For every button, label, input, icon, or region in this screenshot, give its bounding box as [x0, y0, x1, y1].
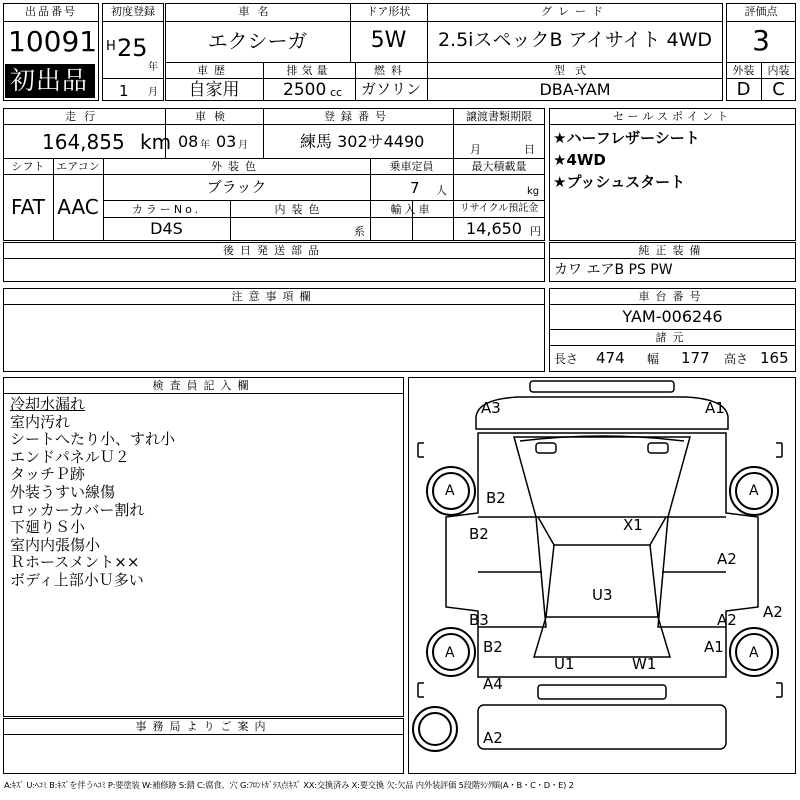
exterior-grade-label: 外装	[732, 64, 755, 77]
equipment-label: 純正装備	[638, 244, 707, 257]
exterior-grade: D	[736, 79, 751, 100]
damage-mark: B2	[486, 489, 506, 507]
import-label: 輸入車	[390, 203, 433, 216]
first-registration-label: 初度登録	[111, 5, 155, 18]
reg-year-unit: 年	[148, 62, 158, 73]
fuel: ガソリン	[360, 80, 421, 98]
plate: 練馬 302サ4490	[300, 132, 425, 151]
equipment: カワ エアB PS PW	[554, 262, 673, 278]
displacement-unit: cc	[330, 86, 343, 99]
recycle-fee: 14,650	[466, 219, 522, 238]
recycle-unit: 円	[530, 225, 541, 238]
damage-mark: A	[749, 483, 759, 499]
height-label: 高さ	[724, 352, 749, 366]
damage-mark: A2	[763, 603, 783, 621]
reg-year: 25	[117, 34, 148, 62]
inspector-notes	[10, 396, 175, 590]
damage-mark: B2	[483, 638, 503, 656]
sales-point-2: ★4WD	[553, 151, 606, 169]
shift-label: シフト	[11, 160, 45, 173]
interior-color-label: 内装色	[274, 203, 326, 216]
inspector-note: 冷却水漏れ	[10, 395, 86, 413]
inspector-note: Ｒホースメント××	[10, 553, 140, 572]
grade: 2.5iスペックB アイサイト 4WD	[437, 29, 713, 51]
damage-mark: U1	[554, 655, 575, 673]
dims-label: 諸元	[655, 331, 690, 344]
sales-point-3: ★プッシュスタート	[553, 173, 686, 191]
damage-mark: W1	[632, 655, 657, 673]
color-number-label: カラーNo.	[131, 203, 202, 216]
mileage-label: 走行	[65, 110, 103, 123]
load-unit: kg	[527, 186, 540, 197]
reg-month-unit: 月	[148, 87, 158, 98]
inspection-month: 03	[216, 132, 237, 151]
length: 474	[596, 349, 625, 367]
era: H	[106, 39, 116, 54]
transfer-day-unit: 日	[524, 143, 535, 156]
color: ブラック	[206, 178, 267, 196]
inspector-note: 下廻りＳ小	[10, 518, 86, 537]
inspection-month-unit: 月	[238, 140, 248, 151]
history-label: 車歴	[197, 64, 231, 77]
history: 自家用	[188, 80, 240, 100]
capacity-unit: 人	[436, 184, 447, 197]
interior-grade: C	[772, 79, 785, 100]
car-diagram	[408, 377, 796, 774]
inspector-note: 室内汚れ	[10, 412, 71, 431]
sales-points-label: セールスポイント	[612, 110, 732, 123]
door: 5W	[370, 28, 407, 53]
aircon: AAC	[57, 195, 99, 219]
damage-mark: A3	[481, 399, 501, 417]
displacement-label: 排気量	[286, 64, 332, 77]
lot-number: 10091	[8, 25, 98, 58]
transfer-month-unit: 月	[470, 143, 481, 156]
inspector-note: 外装うすい線傷	[10, 482, 116, 501]
length-label: 長さ	[554, 352, 579, 366]
inspection-label: 車検	[195, 110, 233, 123]
sales-point-1: ★ハーフレザーシート	[553, 129, 700, 147]
damage-mark: U3	[592, 586, 613, 604]
damage-mark: A1	[705, 399, 725, 417]
transfer-label: 譲渡書類期限	[466, 110, 532, 123]
chassis-number: YAM-006246	[622, 307, 723, 326]
inspection-year-unit: 年	[200, 140, 210, 151]
damage-mark: B2	[469, 525, 489, 543]
new-listing-text: 初出品	[10, 66, 89, 95]
damage-mark: X1	[623, 516, 643, 534]
grade-label: グレード	[541, 5, 609, 18]
damage-mark: A2	[483, 729, 503, 747]
damage-mark: A	[445, 645, 455, 661]
damage-mark: A4	[483, 675, 503, 693]
notes-label: 注意事項欄	[231, 290, 317, 303]
interior-grade-label: 内装	[767, 64, 790, 77]
capacity: 7	[410, 179, 420, 197]
damage-mark: A1	[704, 638, 724, 656]
capacity-label: 乗車定員	[389, 160, 434, 173]
reg-month: 1	[119, 82, 129, 100]
interior-color-unit: 系	[354, 225, 365, 238]
color-label: 外装色	[211, 160, 262, 173]
damage-mark: A2	[717, 611, 737, 629]
recycle-label: リサイクル預託金	[459, 203, 539, 214]
carname-label: 車名	[238, 5, 277, 18]
displacement: 2500	[283, 80, 327, 100]
score: 3	[752, 24, 770, 57]
model: DBA-YAM	[539, 80, 611, 99]
office-label: 事務局よりご案内	[135, 720, 272, 733]
inspector-note: 室内内張傷小	[10, 535, 101, 554]
width: 177	[681, 349, 710, 367]
lot-number-label: 出品番号	[25, 5, 77, 18]
mileage-unit: km	[140, 130, 172, 154]
load-label: 最大積載量	[471, 160, 527, 173]
door-label: ドア形状	[366, 5, 411, 18]
inspector-note: ロッカーカバー割れ	[10, 500, 145, 519]
aircon-label: エアコン	[56, 160, 100, 173]
inspection-year: 08	[178, 132, 199, 151]
damage-mark: A2	[717, 550, 737, 568]
inspector-note: ボディ上部小Ｕ多い	[10, 570, 144, 589]
chassis-label: 車台番号	[638, 290, 707, 303]
score-label: 評価点	[744, 5, 778, 18]
damage-mark: A	[445, 483, 455, 499]
height: 165	[760, 349, 789, 367]
legend: A:ｷｽﾞ U:ﾍｺﾐ B:ｷｽﾞを伴うﾍｺﾐ P:要塗装 W:補修跡 S:錆 C:腐食、穴 G:ﾌﾛﾝﾄｶﾞﾗｽ点ｷｽﾞ XX:交換済み X:要交換 欠:欠品 内外装評価 5段階ﾗﾝｸ順(A・B・C・D・E) 2	[4, 780, 574, 790]
inspector-note: タッチＰ跡	[10, 465, 86, 484]
mileage: 164,855	[42, 130, 125, 154]
inspector-note: シートへたり小、すれ小	[10, 430, 176, 449]
width-label: 幅	[647, 352, 660, 366]
model-label: 型式	[554, 64, 596, 77]
later-parts-label: 後日発送部品	[223, 244, 325, 257]
damage-mark: B3	[469, 611, 489, 629]
damage-mark: A	[749, 645, 759, 661]
fuel-label: 燃料	[374, 64, 408, 77]
plate-label: 登録番号	[324, 110, 392, 123]
inspector-note: エンドパネルＵ２	[10, 447, 130, 466]
shift: FAT	[10, 195, 45, 219]
inspector-label: 検査員記入欄	[152, 379, 255, 392]
carname: エクシーガ	[207, 29, 308, 53]
color-number: D4S	[150, 219, 183, 238]
